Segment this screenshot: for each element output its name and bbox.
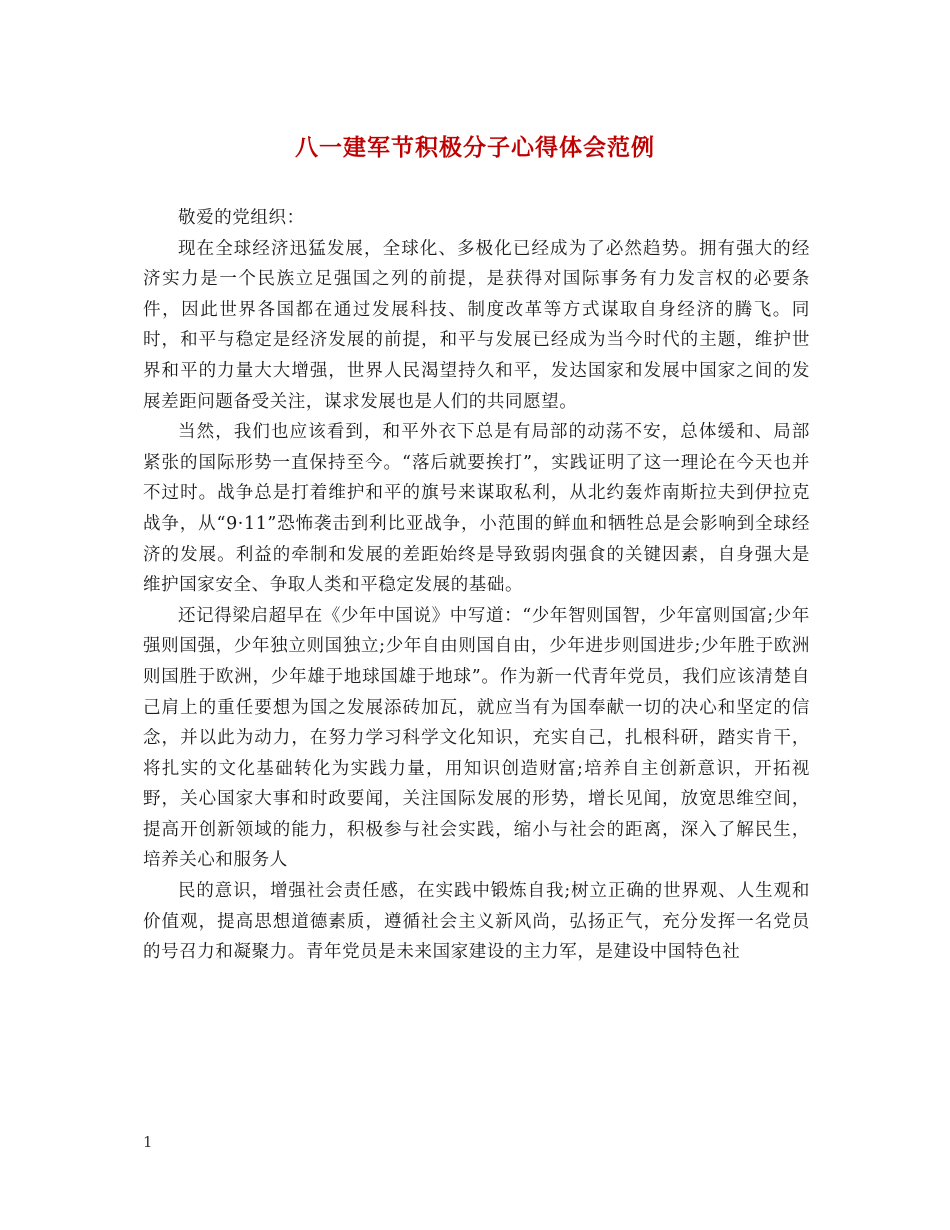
document-body — [143, 203, 810, 968]
paragraph: 当然，我们也应该看到，和平外衣下总是有局部的动荡不安，总体缓和、局部紧张的国际形势一直保持至今。“落后就要挨打”，实践证明了这一理论在今天也并不过时。战争总是打着维护和平的旗号来谋取私利，从北约轰炸南斯拉夫到伊拉克战争，从“9·11”恐怖袭击到利比亚战争，小范围的鲜血和牺牲总是会影响到全球经济的发展。利益的牵制和发展的差距始终是导致弱肉强食的关键因素，自身强大是维护国家安全、争取人类和平稳定发展的基础。 — [143, 422, 810, 596]
paragraph: 民的意识，增强社会责任感，在实践中锻炼自我;树立正确的世界观、人生观和价值观，提高思想道德素质，遵循社会主义新风尚，弘扬正气，充分发挥一名党员的号召力和凝聚力。青年党员是未来国家建设的主力军，是建设中国特色社 — [143, 881, 810, 963]
salutation: 敬爱的党组织： — [178, 208, 305, 228]
document-title: 八一建军节积极分子心得体会范例 — [295, 134, 655, 161]
page-number: 1 — [143, 1133, 153, 1151]
paragraph: 还记得梁启超早在《少年中国说》中写道：“少年智则国智，少年富则国富;少年强则国强，少年独立则国独立;少年自由则国自由，少年进步则国进步;少年胜于欧洲则国胜于欧洲，少年雄于地球国雄于地球”。作为新一代青年党员，我们应该清楚自己肩上的重任要想为国之发展添砖加瓦，就应当有为国奉献一切的决心和坚定的信念，并以此为动力，在努力学习科学文化知识，充实自己，扎根科研，踏实肯干，将扎实的文化基础转化为实践力量，用知识创造财富;培养自主创新意识，开拓视野，关心国家大事和时政要闻，关注国际发展的形势，增长见闻，放宽思维空间，提高开创新领域的能力，积极参与社会实践，缩小与社会的距离，深入了解民生，培养关心和服务人 — [143, 605, 810, 871]
paragraph: 现在全球经济迅猛发展，全球化、多极化已经成为了必然趋势。拥有强大的经济实力是一个民族立足强国之列的前提，是获得对国际事务有力发言权的必要条件，因此世界各国都在通过发展科技、制度改革等方式谋取自身经济的腾飞。同时，和平与稳定是经济发展的前提，和平与发展已经成为当今时代的主题，维护世界和平的力量大大增强，世界人民渴望持久和平，发达国家和发展中国家之间的发展差距问题备受关注，谋求发展也是人们的共同愿望。 — [143, 238, 810, 412]
